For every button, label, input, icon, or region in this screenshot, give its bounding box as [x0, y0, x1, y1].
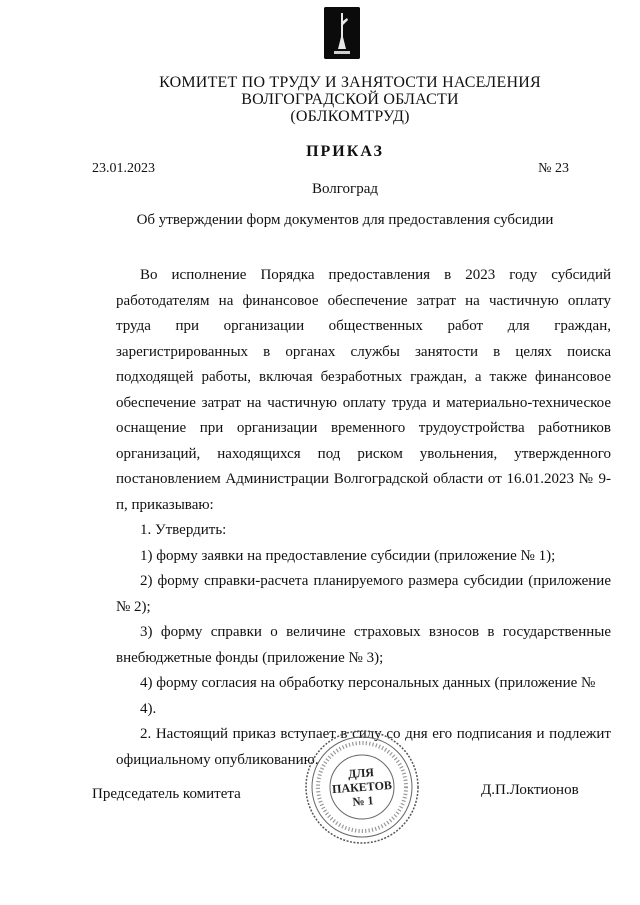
document-city: Волгоград: [311, 181, 378, 197]
stamp-text: [299, 724, 425, 850]
subitem-3: 3) форму справки о величине страховых взносов в государственные внебюджетные фонды (приложение № 3);: [116, 624, 611, 666]
org-name-line-1: КОМИТЕТ ПО ТРУДУ И ЗАНЯТОСТИ НАСЕЛЕНИЯ: [159, 74, 541, 91]
subitem-2: 2) форму справки-расчета планируемого размера субсидии (приложение № 2);: [116, 573, 611, 615]
document-subject: Об утверждении форм документов для предоставления субсидии: [136, 212, 554, 228]
item-1: 1. Утвердить:: [140, 522, 227, 538]
stamp-line-3: № 1: [351, 793, 374, 809]
signer-name: Д.П.Локтионов: [481, 782, 579, 798]
document-number: № 23: [538, 161, 569, 176]
signer-position: Председатель комитета: [92, 786, 241, 802]
document-body: [116, 263, 611, 773]
intro-paragraph: Во исполнение Порядка предоставления в 2023 году субсидий работодателям на финансовое обеспечение затрат на частичную оплату труда при организации общественных работ для граждан, зарегистрированных в органах службы занятости в целях поиска подходящей работы, включая безработных граждан, а также финансовое обеспечение затрат на частичную оплату труда и материально-техническое оснащение при организации временного трудоустройства работников организаций, находящихся под риском увольнения, утвержденного постановлением Администрации Волгоградской области от 16.01.2023 № 9-п, приказываю:: [116, 267, 611, 513]
org-name-line-2: ВОЛГОГРАДСКОЙ ОБЛАСТИ: [241, 91, 459, 108]
document-type-title: ПРИКАЗ: [306, 143, 384, 160]
stamp-line-1: ДЛЯ: [347, 765, 375, 781]
org-abbreviation: (ОБЛКОМТРУД): [290, 108, 410, 125]
coat-of-arms-icon: [324, 7, 360, 59]
item-2: 2. Настоящий приказ вступает в силу со дня его подписания и подлежит официальному опубликованию.: [116, 726, 611, 768]
subitem-1: 1) форму заявки на предоставление субсидии (приложение № 1);: [140, 547, 556, 564]
stamp-line-2: ПАКЕТОВ: [331, 777, 393, 797]
stamp: [303, 728, 421, 846]
document-date: 23.01.2023: [92, 161, 155, 176]
subitem-4: 4) форму согласия на обработку персональных данных (приложение № 4).: [140, 675, 596, 717]
